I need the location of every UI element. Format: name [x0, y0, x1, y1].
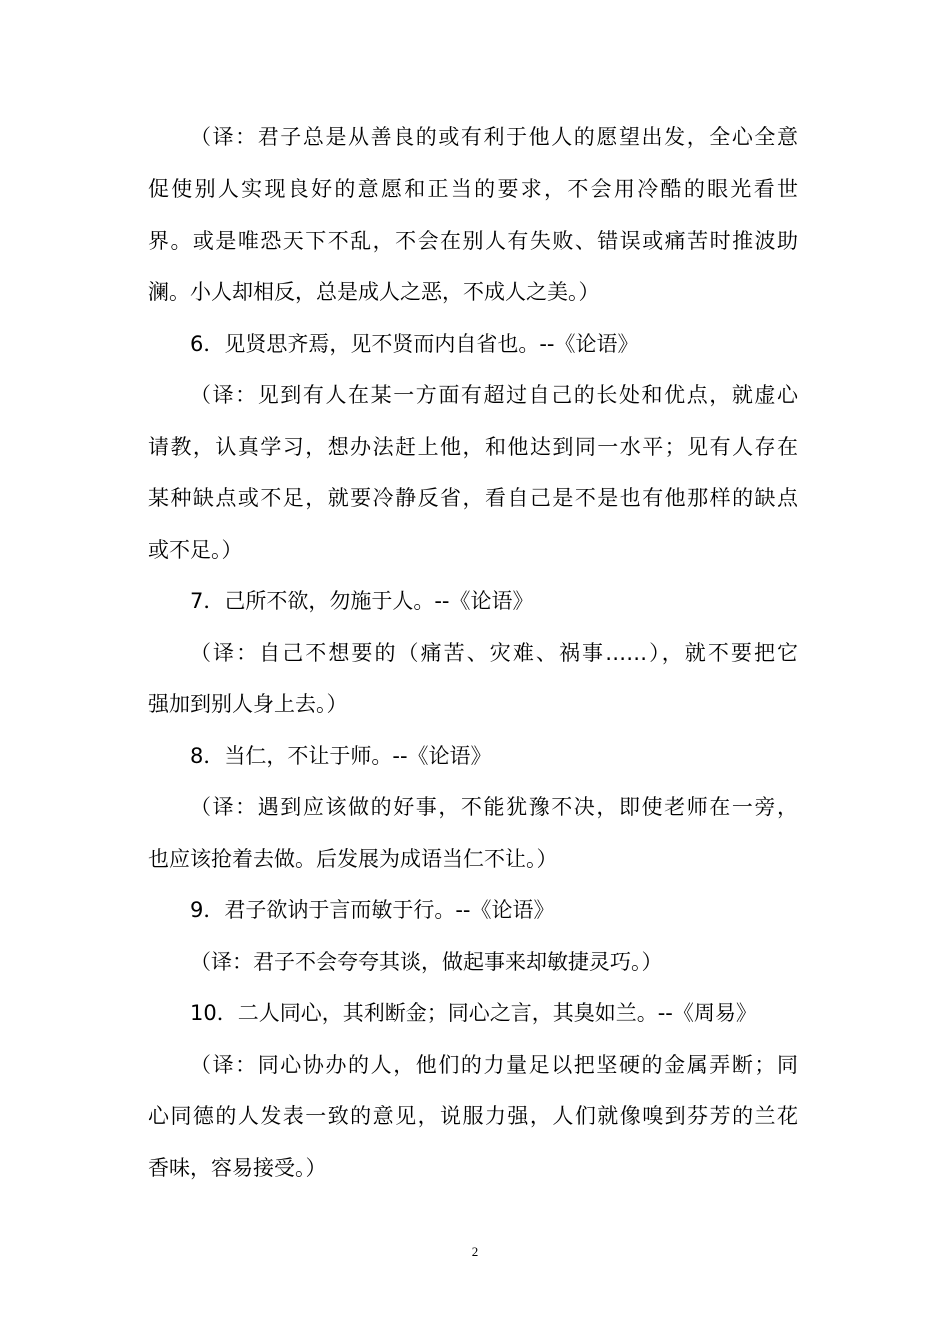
quote-heading: 6．见贤思齐焉，见不贤而内自省也。--《论语》 — [190, 332, 639, 356]
text-line: 心同德的人发表一致的意见，说服力强，人们就像嗅到芬芳的兰花 — [148, 1104, 798, 1128]
text-line: （译：同心协办的人，他们的力量足以把坚硬的金属弄断；同 — [190, 1053, 798, 1077]
text-line: 促使别人实现良好的意愿和正当的要求，不会用冷酷的眼光看世 — [148, 177, 798, 201]
text-line: 请教，认真学习，想办法赶上他，和他达到同一水平；见有人存在 — [148, 435, 798, 459]
text-line: （译：自己不想要的（痛苦、灾难、祸事……），就不要把它 — [190, 641, 798, 665]
quote-heading: 10．二人同心，其利断金；同心之言，其臭如兰。--《周易》 — [190, 1001, 757, 1025]
text-line: 也应该抢着去做。后发展为成语当仁不让。） — [148, 847, 558, 871]
text-line: 界。或是唯恐天下不乱，不会在别人有失败、错误或痛苦时推波助 — [148, 229, 798, 253]
text-line: （译：遇到应该做的好事，不能犹豫不决，即使老师在一旁， — [190, 795, 798, 819]
text-line: 强加到别人身上去。） — [148, 692, 348, 716]
text-line: 澜。小人却相反，总是成人之恶，不成人之美。） — [148, 280, 600, 304]
text-line: 或不足。） — [148, 538, 243, 562]
quote-heading: 9．君子欲讷于言而敏于行。--《论语》 — [190, 898, 555, 922]
page-number: 2 — [471, 1244, 479, 1259]
text-line: （译：君子不会夸夸其谈，做起事来却敏捷灵巧。） — [190, 950, 663, 974]
text-line: （译：君子总是从善良的或有利于他人的愿望出发，全心全意 — [190, 125, 798, 149]
text-line: 香味，容易接受。） — [148, 1156, 327, 1180]
text-line: 某种缺点或不足，就要冷静反省，看自己是不是也有他那样的缺点 — [148, 486, 798, 510]
text-line: （译：见到有人在某一方面有超过自己的长处和优点，就虚心 — [190, 383, 798, 407]
quote-heading: 7．己所不欲，勿施于人。--《论语》 — [190, 589, 534, 613]
quote-heading: 8．当仁，不让于师。--《论语》 — [190, 744, 492, 768]
